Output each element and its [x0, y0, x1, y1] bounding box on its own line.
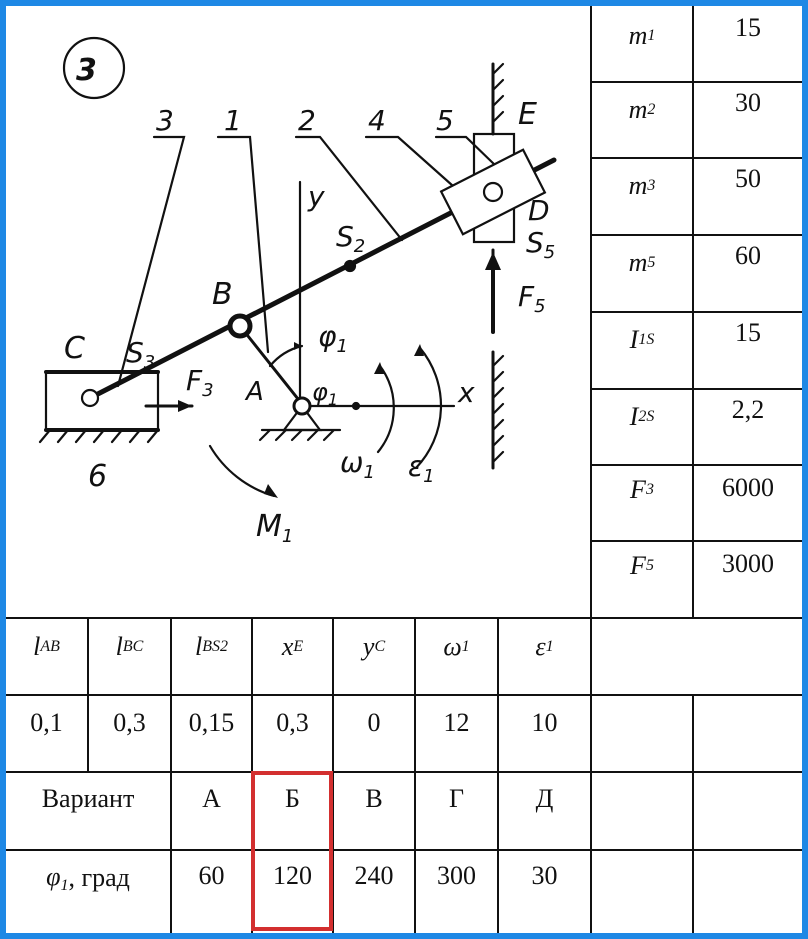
label-link-1: 1: [224, 104, 242, 137]
label-link-4: 4: [368, 104, 386, 137]
label-link-2: 2: [298, 104, 316, 137]
label-B: B: [212, 277, 233, 312]
variant-header-label: Вариант: [41, 784, 135, 813]
label-x: x: [458, 376, 475, 409]
param-m3-value: 50: [735, 164, 761, 193]
param-F5-value: 3000: [722, 549, 774, 578]
angle-value-A: 60: [198, 861, 225, 890]
label-S5: $S_5$: [526, 226, 556, 263]
label-y: y: [308, 180, 325, 213]
angle-value-G: 300: [437, 861, 476, 890]
param-lAB-symbol: l AB: [33, 632, 60, 661]
label-C: C: [64, 331, 85, 366]
label-D: D: [528, 194, 550, 227]
angle-value-D: 30: [531, 861, 558, 890]
variant-letter-A: А: [202, 784, 221, 813]
label-M1: $M_1$: [256, 509, 294, 547]
label-F5: $F_5$: [518, 280, 546, 317]
param-lAB-value: 0,1: [30, 708, 63, 737]
variant-letter-G: Г: [448, 784, 465, 813]
param-omega1-symbol: ω 1: [443, 632, 470, 661]
label-F3: $F_3$: [186, 364, 214, 401]
variant-letter-D: Д: [535, 784, 554, 813]
param-yC-value: 0: [367, 708, 381, 737]
param-m1-symbol: m 1: [628, 21, 656, 50]
param-lBC-symbol: l BC: [115, 632, 144, 661]
param-F5-symbol: F 5: [630, 551, 654, 580]
param-m1-value: 15: [735, 13, 761, 42]
param-m5-symbol: m 5: [628, 248, 656, 277]
param-F3-symbol: F 3: [630, 475, 654, 504]
label-S3: $S_3$: [126, 336, 156, 373]
label-E: E: [518, 97, 537, 132]
param-I1S-symbol: I 1S: [629, 325, 655, 354]
label-S2: $S_2$: [336, 220, 366, 257]
variant-letter-V: В: [365, 784, 383, 813]
angle-value-V: 240: [354, 861, 394, 890]
param-epsilon1-symbol: ε 1: [535, 632, 554, 661]
param-F3-value: 6000: [722, 473, 774, 502]
grid-line: [692, 694, 694, 933]
label-phi1: $\varphi_1$: [318, 320, 348, 357]
param-lBS2-value: 0,15: [188, 708, 235, 737]
label-O: $\varphi_1$: [312, 378, 339, 409]
param-m2-symbol: m 2: [628, 95, 656, 124]
param-xE-value: 0,3: [276, 708, 309, 737]
param-m5-value: 60: [735, 241, 761, 270]
label-epsilon1: $\varepsilon_1$: [408, 450, 435, 487]
label-link-5: 5: [436, 104, 454, 137]
param-lBS2-symbol: l BS2: [194, 632, 228, 661]
param-m2-value: 30: [735, 88, 761, 117]
param-lBC-value: 0,3: [113, 708, 146, 737]
param-yC-symbol: y C: [362, 632, 386, 661]
param-xE-symbol: x E: [281, 632, 304, 661]
param-m3-symbol: m 3: [628, 171, 656, 200]
param-I2S-value: 2,2: [731, 395, 765, 424]
angle-value-B: 120: [273, 861, 312, 890]
label-A: A: [246, 377, 264, 407]
label-link-3: 3: [156, 104, 174, 137]
variant-number: 3: [76, 53, 97, 88]
param-I2S-symbol: I 2S: [629, 402, 655, 431]
label-omega1: $\omega_1$: [340, 446, 375, 483]
param-omega1-value: 12: [443, 708, 470, 737]
param-epsilon1-value: 10: [531, 708, 558, 737]
variant-letter-B: Б: [285, 784, 300, 813]
angle-row-label: $\varphi_1$ , град: [46, 861, 130, 894]
mechanism-diagram: [6, 6, 590, 616]
selected-variant-highlight: [251, 771, 333, 931]
ground-label: 6: [88, 459, 108, 494]
param-I1S-value: 15: [735, 318, 761, 347]
